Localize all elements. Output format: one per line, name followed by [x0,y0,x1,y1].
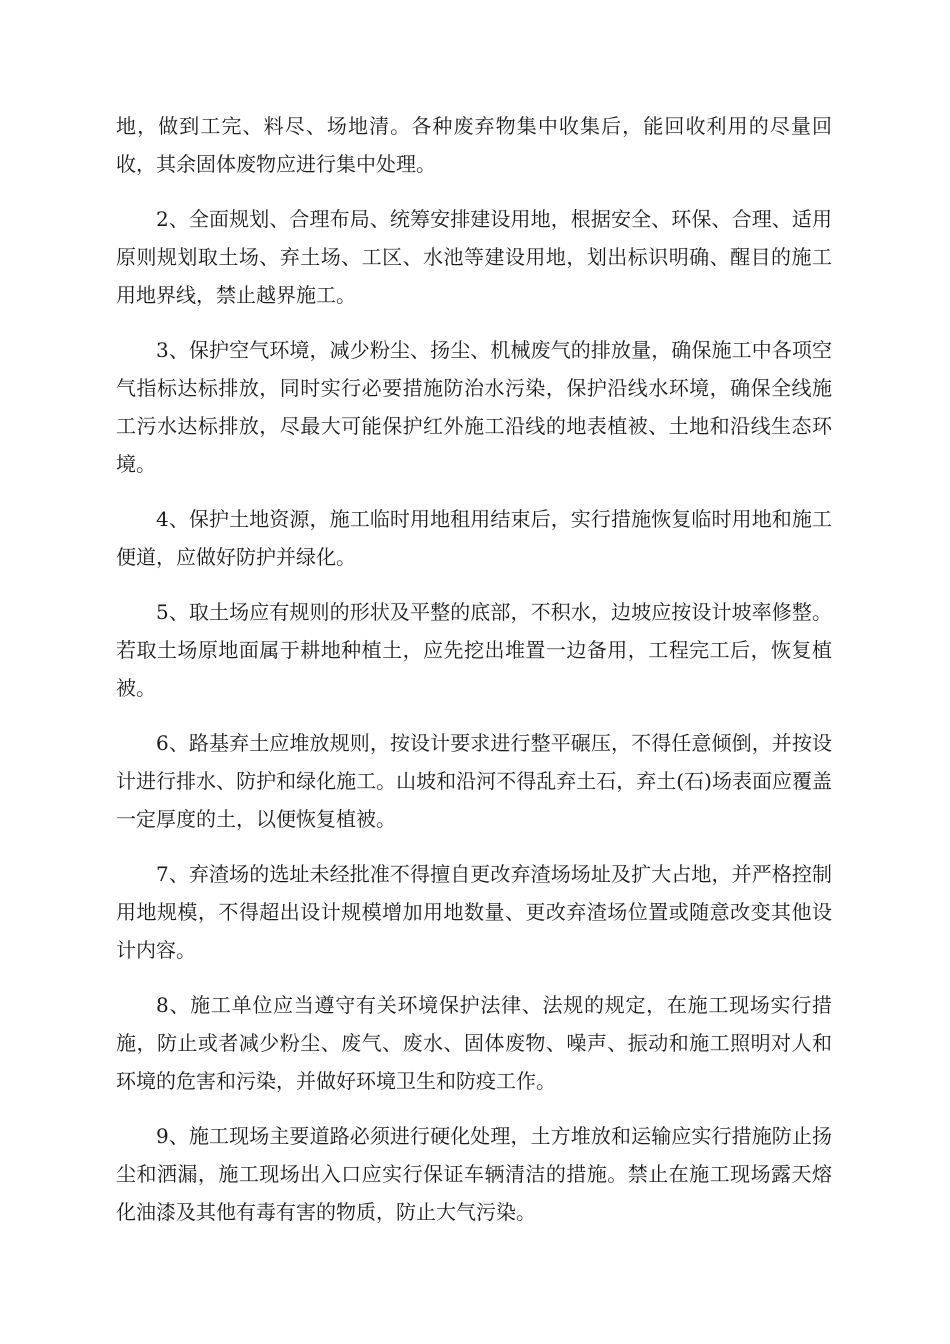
paragraph-item-4: 4、保护土地资源，施工临时用地租用结束后，实行措施恢复临时用地和施工便道，应做好防护并绿化。 [116,507,832,569]
paragraph-item-6: 6、路基弃土应堆放规则，按设计要求进行整平碾压，不得任意倾倒，并按设计进行排水、防护和绿化施工。山坡和沿河不得乱弃土石，弃土(石)场表面应覆盖一定厚度的土，以便恢复植被。 [116,731,832,831]
paragraph-item-8: 8、施工单位应当遵守有关环境保护法律、法规的规定，在施工现场实行措施，防止或者减少粉尘、废气、废水、固体废物、噪声、振动和施工照明对人和环境的危害和污染，并做好环境卫生和防疫工作。 [116,993,832,1093]
paragraph-item-2: 2、全面规划、合理布局、统筹安排建设用地，根据安全、环保、合理、适用原则规划取土场、弃土场、工区、水池等建设用地，划出标识明确、醒目的施工用地界线，禁止越界施工。 [116,207,832,307]
document-body [116,107,832,1248]
paragraph-item-7: 7、弃渣场的选址未经批准不得擅自更改弃渣场场址及扩大占地，并严格控制用地规模，不得超出设计规模增加用地数量、更改弃渣场位置或随意改变其他设计内容。 [116,862,832,962]
paragraph-item-3: 3、保护空气环境，减少粉尘、扬尘、机械废气的排放量，确保施工中各项空气指标达标排放，同时实行必要措施防治水污染，保护沿线水环境，确保全线施工污水达标排放，尽最大可能保护红外施工沿线的地表植被、土地和沿线生态环境。 [116,338,832,476]
paragraph-item-5: 5、取土场应有规则的形状及平整的底部，不积水，边坡应按设计坡率修整。若取土场原地面属于耕地种植土，应先挖出堆置一边备用，工程完工后，恢复植被。 [116,600,832,700]
paragraph-item-9: 9、施工现场主要道路必须进行硬化处理，土方堆放和运输应实行措施防止扬尘和洒漏，施工现场出入口应实行保证车辆清洁的措施。禁止在施工现场露天熔化油漆及其他有毒有害的物质，防止大气污染。 [116,1124,832,1224]
paragraph-continued: 地，做到工完、料尽、场地清。各种废弃物集中收集后，能回收利用的尽量回收，其余固体废物应进行集中处理。 [116,114,832,176]
